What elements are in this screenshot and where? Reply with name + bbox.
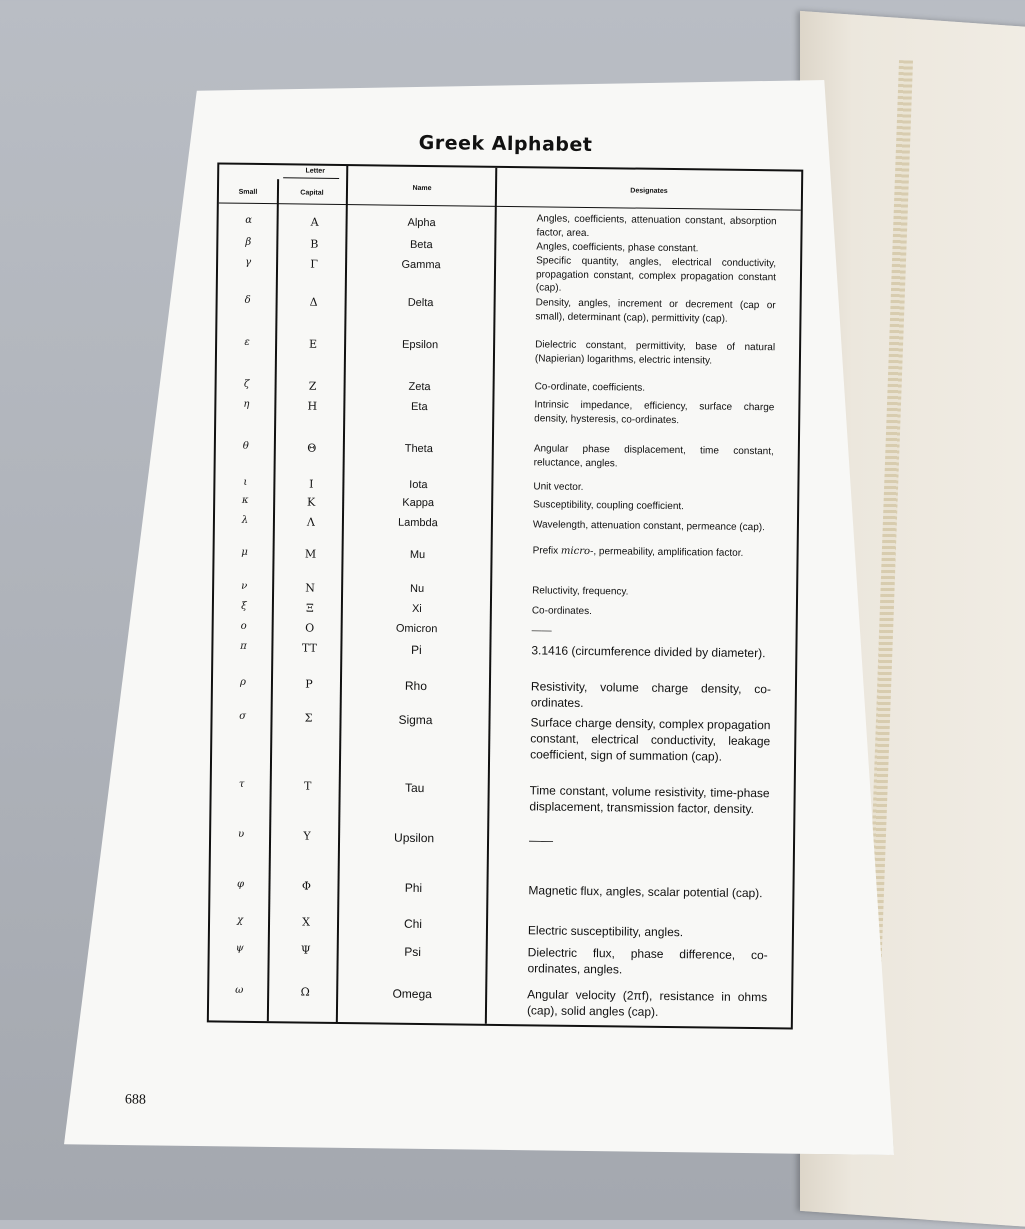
small-letter: π	[240, 640, 247, 652]
small-letter: δ	[244, 294, 251, 306]
designates-text: Resistivity, volume charge density, co-ordinates.	[530, 679, 772, 711]
letter-name: Delta	[407, 296, 434, 310]
designates-text: ——	[528, 833, 554, 848]
small-letter: ω	[235, 984, 244, 996]
small-letter: ν	[241, 580, 248, 592]
small-letter: ι	[243, 476, 248, 488]
header-rule	[219, 202, 801, 210]
designates-text: Angular velocity (2πf), resistance in ohms (cap), solid angles (cap).	[526, 987, 768, 1020]
letter-name: Gamma	[401, 258, 441, 272]
small-letter: σ	[239, 710, 247, 722]
small-letter: φ	[236, 878, 245, 890]
letter-name: Phi	[404, 880, 423, 896]
designates-text: Electric susceptibility, angles.	[527, 923, 684, 940]
capital-letter: Ω	[300, 985, 310, 999]
capital-letter: Σ	[304, 711, 313, 725]
column-divider	[485, 168, 497, 1024]
letter-name: Alpha	[407, 216, 436, 230]
capital-letter: A	[310, 215, 319, 229]
letter-name: Omicron	[395, 622, 438, 636]
small-letter: ρ	[239, 676, 246, 688]
small-letter: γ	[245, 256, 252, 268]
designates-text: Reluctivity, frequency.	[532, 585, 629, 598]
header-capital: Capital	[300, 189, 324, 197]
capital-letter: B	[310, 237, 319, 251]
header-letter: Letter	[305, 167, 325, 175]
capital-letter: I	[309, 477, 314, 491]
capital-letter: Φ	[301, 879, 312, 893]
header-name: Name	[412, 184, 432, 193]
letter-name: Eta	[411, 400, 428, 414]
capital-letter: Ψ	[300, 943, 311, 957]
designates-text: Density, angles, increment or decrement (cap or small), determinant (cap), permittivity (cap).	[535, 297, 776, 325]
letter-name: Upsilon	[393, 830, 435, 846]
designates-rest: , permeability, amplification factor.	[593, 546, 744, 559]
small-letter: β	[245, 236, 252, 248]
small-letter: κ	[241, 494, 249, 506]
designates-text: Surface charge density, complex propagation constant, electrical conductivity, leakage coefficient, sign of summation (cap).	[530, 715, 771, 765]
header-small: Small	[238, 188, 258, 196]
designates-text: Co-ordinates.	[531, 605, 592, 618]
designates-text: Magnetic flux, angles, scalar potential (cap).	[528, 883, 763, 901]
letter-name: Theta	[404, 442, 433, 456]
designates-text: 3.1416 (circumference divided by diameter).	[531, 643, 766, 661]
small-letter: ε	[244, 336, 250, 348]
letter-name: Iota	[409, 478, 428, 492]
letter-name: Omega	[392, 986, 432, 1002]
capital-letter: H	[307, 399, 318, 413]
capital-letter: Θ	[307, 441, 317, 455]
header-designates: Designates	[630, 187, 668, 195]
designates-text: Co-ordinate, coefficients.	[534, 381, 646, 394]
capital-letter: K	[306, 495, 316, 509]
capital-letter: P	[305, 677, 313, 691]
designates-text: Angles, coefficients, phase constant.	[536, 241, 699, 255]
designates-text	[533, 544, 773, 560]
capital-letter: O	[305, 621, 315, 635]
letter-name: Xi	[411, 602, 422, 615]
letter-name: Zeta	[408, 380, 431, 394]
small-letter: τ	[238, 778, 245, 790]
designates-text: Wavelength, attenuation constant, permeance (cap).	[532, 519, 765, 534]
capital-letter: N	[305, 581, 316, 595]
small-letter: χ	[236, 914, 244, 926]
letter-name: Sigma	[398, 712, 433, 728]
small-letter: θ	[242, 440, 249, 452]
small-letter: ψ	[235, 942, 244, 954]
small-letter: ζ	[243, 378, 250, 390]
designates-text: Intrinsic impedance, efficiency, surface charge density, hysteresis, co-ordinates.	[534, 399, 775, 426]
capital-letter: TT	[301, 641, 317, 655]
page-number: 688	[124, 1092, 146, 1108]
header-rule	[283, 177, 339, 179]
letter-name: Chi	[403, 916, 423, 932]
small-letter: ο	[240, 620, 247, 632]
designates-text: Unit vector.	[533, 481, 584, 493]
designates-text: ——	[531, 625, 552, 637]
capital-letter: X	[302, 915, 311, 929]
designates-text: Dielectric flux, phase difference, co-ordinates, angles.	[527, 945, 768, 977]
designates-text: Time constant, volume resistivity, time-phase displacement, transmission factor, density.	[529, 783, 770, 817]
capital-letter: T	[303, 779, 312, 793]
letter-name: Pi	[410, 642, 422, 657]
letter-name: Beta	[409, 238, 433, 252]
designates-text: Specific quantity, angles, electrical conductivity, propagation constant, complex propagation constant (cap).	[535, 255, 777, 294]
designates-text: Dielectric constant, permittivity, base of natural (Napierian) logarithms, electric intensity.	[534, 339, 776, 367]
letter-name: Rho	[404, 678, 428, 694]
capital-letter: M	[304, 547, 317, 561]
small-letter: ξ	[241, 600, 247, 612]
small-letter: υ	[238, 828, 245, 840]
small-letter: λ	[241, 514, 249, 526]
small-letter: μ	[241, 546, 248, 558]
capital-letter: Υ	[303, 829, 311, 843]
small-letter: η	[243, 398, 250, 410]
designates-text: Angular phase displacement, time constant, reluctance, angles.	[533, 443, 774, 469]
capital-letter: Ξ	[305, 601, 314, 615]
letter-name: Tau	[404, 780, 425, 796]
letter-name: Kappa	[402, 496, 435, 510]
capital-letter: Γ	[310, 257, 318, 271]
capital-letter: Δ	[309, 295, 318, 309]
designates-text: Susceptibility, coupling coefficient.	[533, 499, 685, 513]
capital-letter: E	[309, 337, 318, 351]
letter-name: Psi	[404, 944, 422, 959]
designates-emphasis: micro-	[560, 545, 594, 558]
small-letter: α	[245, 214, 253, 226]
page-title: Greek Alphabet	[418, 131, 593, 157]
designates-prefix: Prefix	[532, 545, 562, 557]
greek-alphabet-table	[207, 162, 803, 1029]
capital-letter: Λ	[306, 515, 315, 529]
letter-name: Epsilon	[401, 338, 439, 352]
capital-letter: Z	[308, 379, 317, 393]
letter-name: Nu	[410, 582, 425, 596]
designates-text: Angles, coefficients, attenuation constant, absorption factor, area.	[536, 213, 777, 239]
letter-name: Mu	[409, 548, 426, 562]
letter-name: Lambda	[397, 516, 438, 530]
